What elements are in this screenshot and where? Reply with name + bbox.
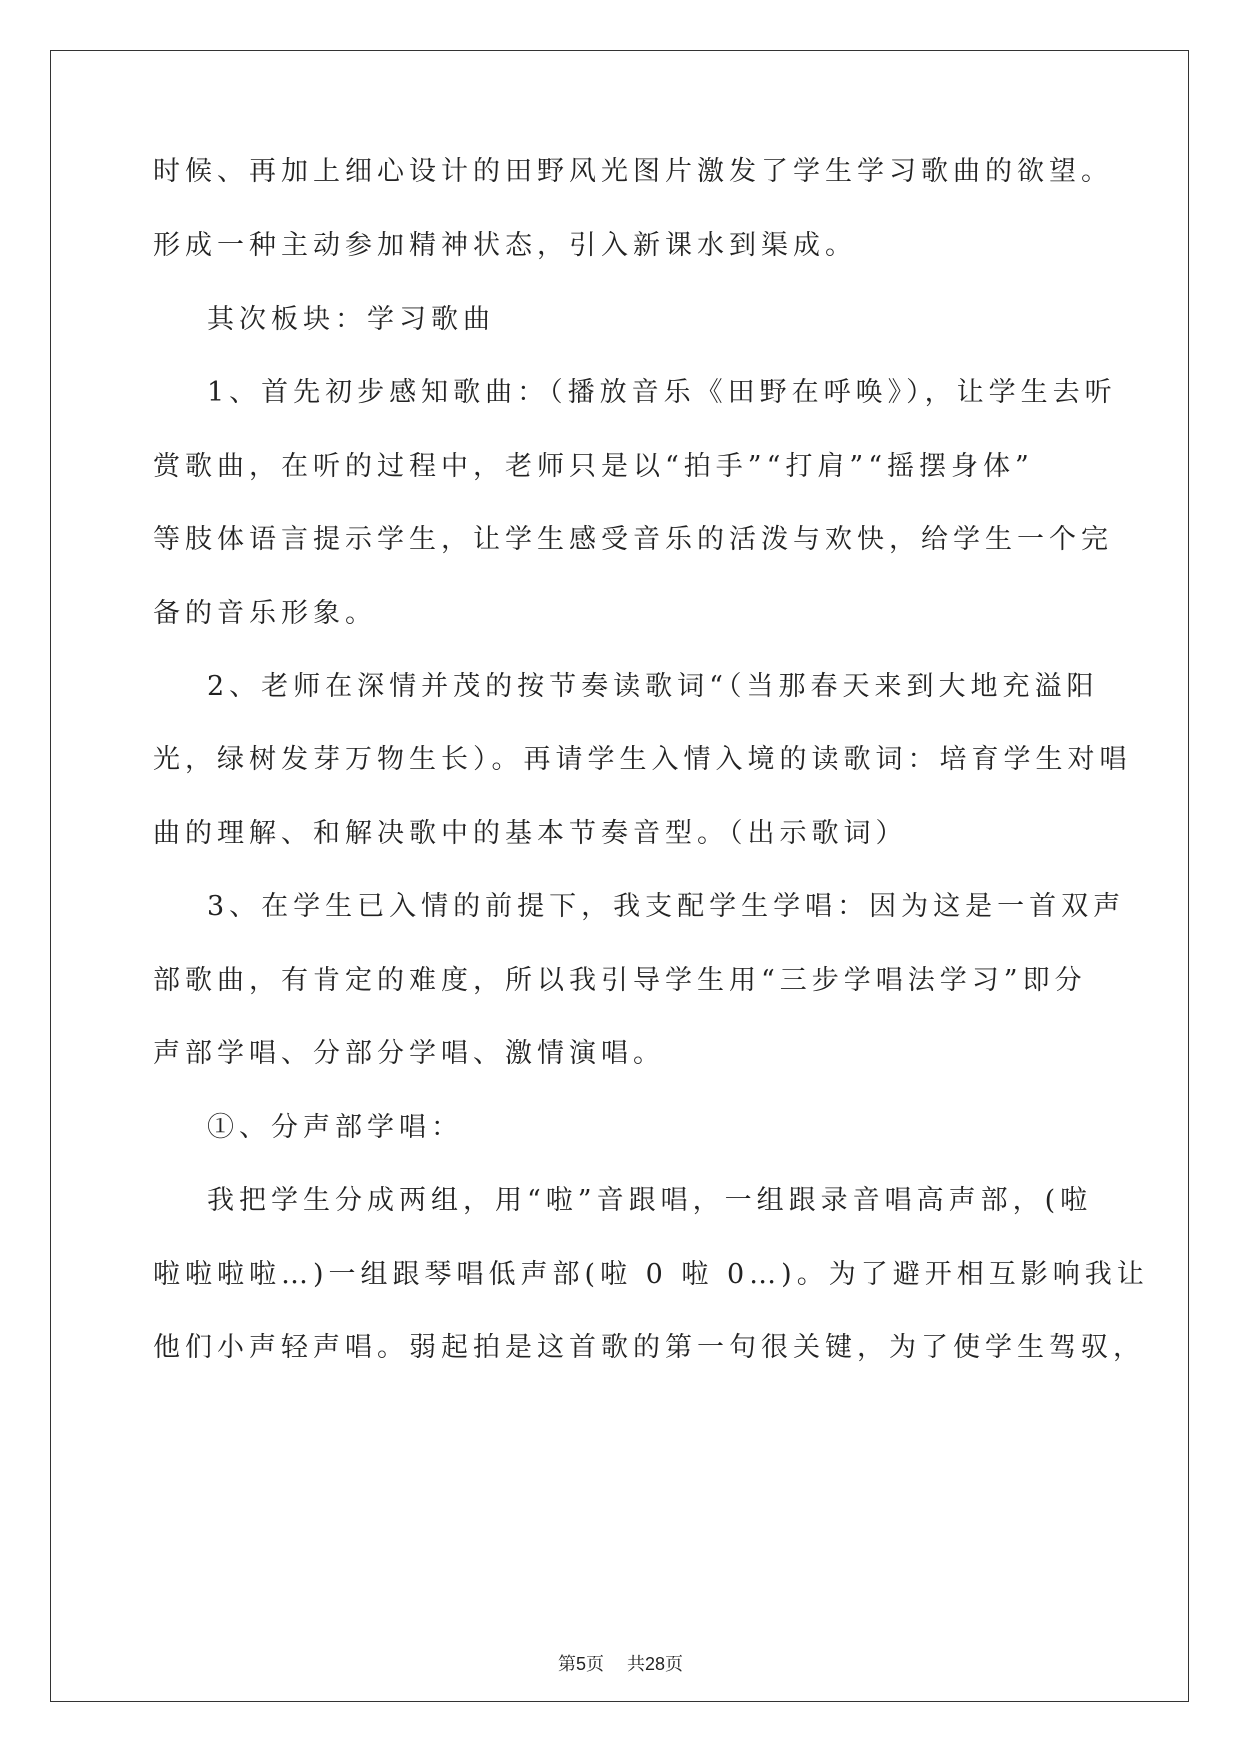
paragraph-line: 我把学生分成两组，用“啦”音跟唱，一组跟录音唱高声部，(啦 (207, 1185, 1093, 1216)
paragraph-line: 时候、再加上细心设计的田野风光图片激发了学生学习歌曲的欲望。 (153, 156, 1113, 187)
paragraph-line: 2、老师在深情并茂的按节奏读歌词“（当那春天来到大地充溢阳 (207, 671, 1099, 702)
paragraph-line: 等肢体语言提示学生，让学生感受音乐的活泼与欢快，给学生一个完 (153, 524, 1113, 555)
footer-page-suffix: 页 (586, 1654, 605, 1675)
paragraph-line: 赏歌曲，在听的过程中，老师只是以“拍手”“打肩”“摇摆身体” (153, 451, 1034, 482)
paragraph-line: 备的音乐形象。 (153, 598, 377, 629)
paragraph-line: 声部学唱、分部分学唱、激情演唱。 (153, 1038, 665, 1069)
page-number: 5 (576, 1654, 587, 1674)
paragraph-line: 3、在学生已入情的前提下，我支配学生学唱：因为这是一首双声 (207, 891, 1126, 922)
footer-total-suffix: 页 (664, 1654, 683, 1675)
total-pages: 28 (644, 1654, 665, 1674)
footer-total-prefix: 共 (626, 1654, 645, 1675)
paragraph-line: 曲的理解、和解决歌中的基本节奏音型。（出示歌词） (153, 818, 908, 849)
footer-prefix: 第 (558, 1654, 577, 1675)
paragraph-line: 部歌曲，有肯定的难度，所以我引导学生用“三步学唱法学习”即分 (153, 965, 1087, 996)
paragraph-line: 他们小声轻声唱。弱起拍是这首歌的第一句很关键，为了使学生驾驭， (153, 1332, 1145, 1363)
paragraph-line: 1、首先初步感知歌曲：（播放音乐《田野在呼唤》），让学生去听 (207, 377, 1117, 408)
section-heading: 其次板块：学习歌曲 (207, 304, 495, 335)
subsection-heading: ①、分声部学唱： (207, 1112, 463, 1143)
paragraph-line: 啦啦啦啦…)一组跟琴唱低声部(啦 0 啦 0…)。为了避开相互影响我让 (153, 1259, 1149, 1290)
page-footer (0, 1652, 1241, 1677)
paragraph-line: 形成一种主动参加精神状态，引入新课水到渠成。 (153, 230, 857, 261)
page-frame (50, 50, 1189, 1702)
paragraph-line: 光，绿树发芽万物生长）。再请学生入情入境的读歌词：培育学生对唱 (153, 744, 1132, 775)
